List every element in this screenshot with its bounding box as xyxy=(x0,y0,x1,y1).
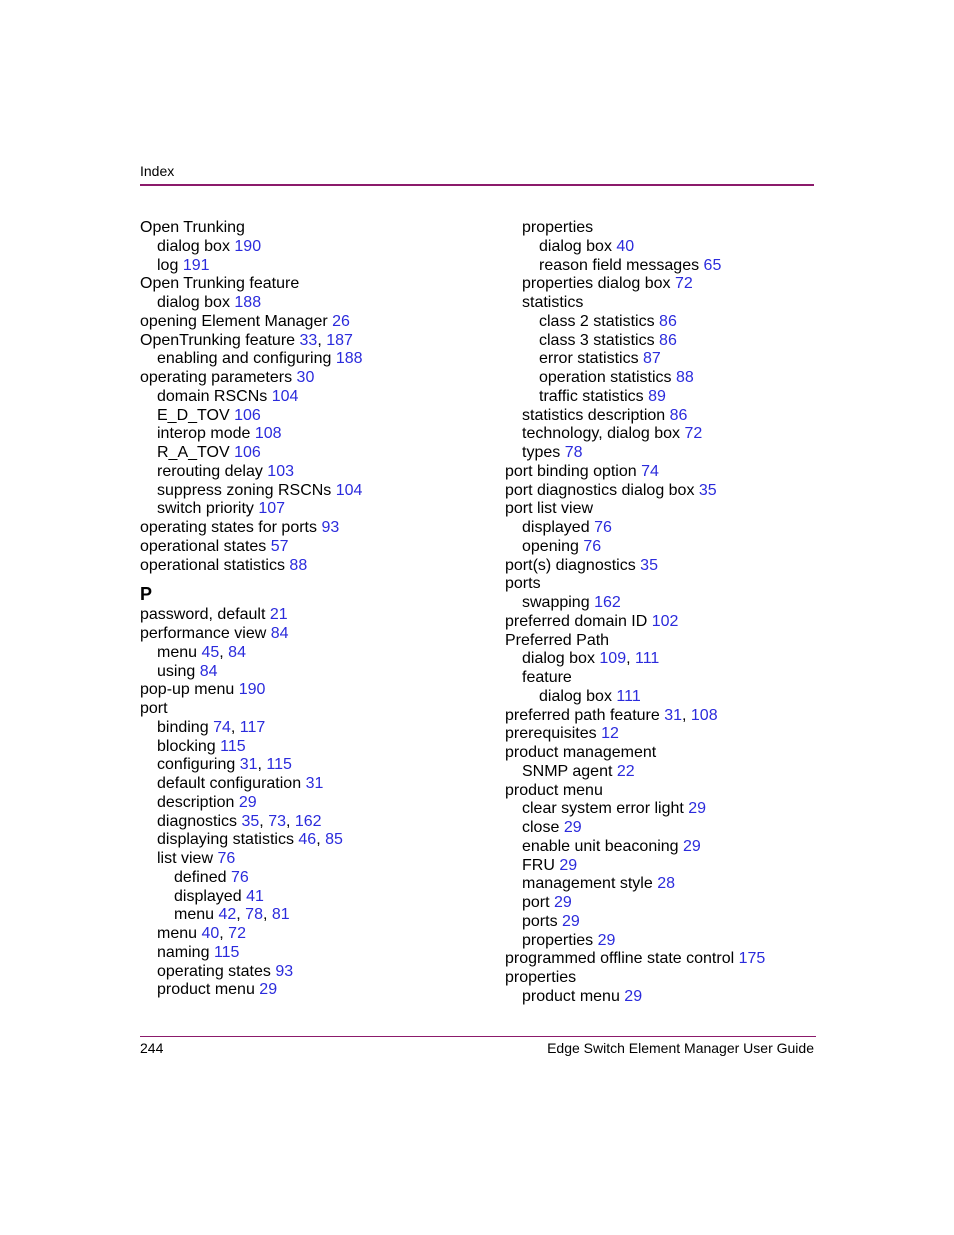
index-entry xyxy=(505,763,765,782)
index-entry xyxy=(505,800,765,819)
index-term: traffic statistics xyxy=(539,387,644,405)
page-link[interactable]: 74 xyxy=(213,718,231,736)
page-link[interactable]: 115 xyxy=(213,943,240,961)
page-link[interactable]: 86 xyxy=(659,312,677,330)
index-term: port binding option xyxy=(505,462,637,480)
index-term: properties xyxy=(505,969,577,986)
index-term: dialog box xyxy=(522,650,595,668)
index-term: programmed offline state control xyxy=(505,950,735,968)
index-entry xyxy=(505,594,765,613)
index-term: OpenTrunking feature xyxy=(140,331,296,349)
index-term: dialog box xyxy=(157,294,230,311)
index-term: properties dialog box xyxy=(522,275,671,293)
index-term: binding xyxy=(157,718,209,736)
index-term: class 2 statistics xyxy=(539,312,655,330)
page-link[interactable]: 175 xyxy=(738,950,766,968)
index-entry xyxy=(140,500,363,519)
index-entry xyxy=(140,407,363,426)
index-entry xyxy=(505,219,765,238)
book-title: Edge Switch Element Manager User Guide xyxy=(547,1040,814,1056)
index-term: rerouting delay xyxy=(157,462,263,480)
page-link[interactable]: 190 xyxy=(234,237,262,255)
index-term: prerequisites xyxy=(505,725,597,743)
index-entry xyxy=(505,294,765,313)
page-link[interactable]: 87 xyxy=(643,350,661,368)
page-link[interactable]: 29 xyxy=(624,987,643,1005)
index-entry xyxy=(140,775,363,794)
index-term: displayed xyxy=(522,519,590,536)
index-term: list view xyxy=(157,850,214,867)
index-entry: dialog box 109, 111 xyxy=(522,650,660,668)
index-entry xyxy=(140,313,363,332)
index-entry xyxy=(505,519,765,538)
index-entry xyxy=(505,388,765,407)
index-entry xyxy=(140,482,363,501)
page-link[interactable]: 84 xyxy=(199,662,218,680)
page-link[interactable]: 45 xyxy=(201,643,220,661)
page-link[interactable]: 46 xyxy=(298,831,317,849)
index-entry xyxy=(140,681,363,700)
index-term: reason field messages xyxy=(539,256,700,274)
index-term: port xyxy=(140,700,168,717)
index-term: Preferred Path xyxy=(505,631,610,649)
index-term: SNMP agent xyxy=(522,762,613,780)
index-term: suppress zoning RSCNs xyxy=(157,481,332,499)
index-term: error statistics xyxy=(539,350,639,368)
index-entry xyxy=(140,463,363,482)
index-entry xyxy=(505,819,765,838)
page-link[interactable]: 76 xyxy=(583,537,602,555)
page-link[interactable]: 73 xyxy=(268,812,286,830)
index-entry: configuring 31, 115 xyxy=(157,756,292,774)
page-link[interactable]: 72 xyxy=(675,275,693,293)
index-entry xyxy=(140,557,363,576)
page-link[interactable]: 29 xyxy=(259,981,278,999)
index-entry xyxy=(140,294,363,313)
page-link[interactable]: 89 xyxy=(648,387,666,405)
index-term: product menu xyxy=(505,781,603,799)
index-entry xyxy=(505,988,765,1007)
page-link[interactable]: 40 xyxy=(201,925,220,942)
page-link[interactable]: 188 xyxy=(234,294,262,311)
index-entry xyxy=(505,500,765,519)
index-entry xyxy=(505,332,765,351)
index-term: operation statistics xyxy=(539,369,672,386)
page-link[interactable]: 103 xyxy=(267,462,294,480)
index-term: dialog box xyxy=(157,237,230,255)
index-entry xyxy=(505,313,765,332)
page-link[interactable]: 78 xyxy=(564,444,583,461)
index-term: menu xyxy=(157,643,198,661)
index-term: Open Trunking xyxy=(140,219,245,236)
index-entry xyxy=(140,869,363,888)
index-entry xyxy=(505,350,765,369)
page-link[interactable]: 22 xyxy=(616,762,635,780)
index-term: ports xyxy=(505,575,541,593)
index-term: types xyxy=(522,444,561,461)
page-link[interactable]: 111 xyxy=(616,687,641,705)
index-term: ports xyxy=(522,912,558,930)
page-link[interactable]: 190 xyxy=(238,681,266,699)
index-term: using xyxy=(157,662,196,680)
index-entry xyxy=(140,219,363,238)
page-link[interactable]: 72 xyxy=(684,425,703,443)
page-link[interactable]: 188 xyxy=(335,350,363,368)
index-term: performance view xyxy=(140,625,267,642)
page-link[interactable]: 86 xyxy=(659,331,677,349)
index-entry: OpenTrunking feature 33, 187 xyxy=(140,331,353,349)
index-term: opening Element Manager xyxy=(140,312,328,330)
footer-rule xyxy=(140,1036,816,1037)
index-term: preferred domain ID xyxy=(505,612,648,630)
page-link[interactable]: 76 xyxy=(217,850,236,867)
page-link[interactable]: 86 xyxy=(669,406,688,424)
page-link[interactable]: 84 xyxy=(270,625,289,642)
index-entry xyxy=(140,981,363,1000)
page-link[interactable]: 88 xyxy=(675,369,694,386)
index-entry: menu 42, 78, 81 xyxy=(174,906,290,924)
running-header: Index xyxy=(140,163,175,179)
index-entry xyxy=(505,369,765,388)
page-link[interactable]: 12 xyxy=(601,725,619,743)
index-term: displaying statistics xyxy=(157,831,294,849)
index-entry xyxy=(140,606,363,625)
index-term: operational statistics xyxy=(140,556,285,574)
index-entry: binding 74, 117 xyxy=(157,718,266,736)
page-link[interactable]: 104 xyxy=(271,387,299,405)
index-entry xyxy=(140,257,363,276)
index-entry xyxy=(140,700,363,719)
index-term: R_A_TOV xyxy=(157,444,230,461)
index-entry xyxy=(505,875,765,894)
index-column-left xyxy=(140,219,363,1000)
index-term: password, default xyxy=(140,606,266,624)
index-term: domain RSCNs xyxy=(157,387,268,405)
index-entry xyxy=(505,932,765,951)
index-term: opening xyxy=(522,537,579,555)
index-entry xyxy=(140,388,363,407)
index-entry xyxy=(505,238,765,257)
page-link[interactable]: 115 xyxy=(266,756,292,774)
index-term: displayed xyxy=(174,887,242,905)
index-term: enable unit beaconing xyxy=(522,837,679,855)
index-term: port diagnostics dialog box xyxy=(505,481,695,499)
page-link[interactable]: 33 xyxy=(299,331,318,349)
index-entry xyxy=(140,444,363,463)
index-term: operating parameters xyxy=(140,369,293,386)
index-term: blocking xyxy=(157,737,216,755)
index-term: port list view xyxy=(505,500,594,518)
page-link[interactable]: 93 xyxy=(275,962,294,980)
index-term: port(s) diagnostics xyxy=(505,556,636,574)
index-column-right xyxy=(505,219,765,1007)
index-term: feature xyxy=(522,669,572,686)
index-entry xyxy=(505,782,765,801)
index-term: menu xyxy=(174,906,215,924)
page-link[interactable]: 106 xyxy=(234,444,261,461)
page-link[interactable]: 26 xyxy=(332,312,350,330)
page-link[interactable]: 29 xyxy=(562,912,580,930)
index-entry xyxy=(140,738,363,757)
page-link[interactable]: 74 xyxy=(641,462,659,480)
index-term: properties xyxy=(522,219,594,236)
page-number: 244 xyxy=(140,1040,164,1056)
index-entry xyxy=(140,369,363,388)
index-term: management style xyxy=(522,875,653,893)
index-entry xyxy=(140,238,363,257)
page-link[interactable]: 117 xyxy=(239,718,266,736)
page-link[interactable]: 81 xyxy=(271,906,290,924)
page-link[interactable]: 162 xyxy=(294,812,322,830)
page-link[interactable]: 84 xyxy=(228,643,246,661)
index-entry xyxy=(505,838,765,857)
index-term: Open Trunking feature xyxy=(140,275,300,293)
page-link[interactable]: 115 xyxy=(220,737,246,755)
page-link[interactable]: 108 xyxy=(254,425,282,443)
index-entry xyxy=(140,625,363,644)
index-term: FRU xyxy=(522,856,555,874)
index-entry xyxy=(505,894,765,913)
page-link[interactable]: 102 xyxy=(651,612,679,630)
page-link[interactable]: 111 xyxy=(635,650,660,668)
page-link[interactable]: 88 xyxy=(289,556,308,574)
page-link[interactable]: 57 xyxy=(270,537,289,555)
page-link[interactable]: 35 xyxy=(241,812,260,830)
page-link[interactable]: 108 xyxy=(690,706,718,724)
index-term: close xyxy=(522,819,560,836)
index-entry xyxy=(140,850,363,869)
page-link[interactable]: 31 xyxy=(305,775,324,792)
page-link[interactable]: 31 xyxy=(239,756,258,774)
page-link[interactable]: 162 xyxy=(594,594,621,611)
index-term: statistics description xyxy=(522,406,666,424)
page-link[interactable]: 107 xyxy=(258,500,286,518)
index-term: interop mode xyxy=(157,425,251,443)
page-link[interactable]: 30 xyxy=(296,369,315,386)
page-link[interactable]: 35 xyxy=(640,556,658,574)
index-term: operating states xyxy=(157,962,271,980)
index-term: class 3 statistics xyxy=(539,331,655,349)
index-term: clear system error light xyxy=(522,800,684,818)
index-entry xyxy=(505,444,765,463)
index-term: dialog box xyxy=(539,237,612,255)
index-term: properties xyxy=(522,931,594,949)
index-entry xyxy=(505,725,765,744)
index-entry xyxy=(140,888,363,907)
index-term: dialog box xyxy=(539,687,612,705)
index-term: product menu xyxy=(157,981,255,999)
index-entry xyxy=(505,913,765,932)
index-term: defined xyxy=(174,868,227,886)
page-link[interactable]: 187 xyxy=(326,331,353,349)
index-entry xyxy=(505,632,765,651)
index-term: naming xyxy=(157,943,210,961)
index-entry: menu 40, 72 xyxy=(157,925,246,942)
page-link[interactable]: 104 xyxy=(335,481,363,499)
index-term: preferred path feature xyxy=(505,706,660,724)
index-term: description xyxy=(157,793,235,811)
page-link[interactable]: 41 xyxy=(246,887,264,905)
page-link[interactable]: 29 xyxy=(688,800,707,818)
index-entry: menu 45, 84 xyxy=(157,643,246,661)
index-term: configuring xyxy=(157,756,236,774)
index-term: statistics xyxy=(522,294,584,311)
index-entry xyxy=(505,482,765,501)
page-link[interactable]: 42 xyxy=(218,906,237,924)
index-term: E_D_TOV xyxy=(157,406,230,424)
index-entry xyxy=(505,557,765,576)
index-term: menu xyxy=(157,925,198,942)
index-entry: preferred path feature 31, 108 xyxy=(505,706,718,724)
page-link[interactable]: 28 xyxy=(657,875,675,893)
index-term: port xyxy=(522,894,550,911)
page-link[interactable]: 109 xyxy=(599,650,627,668)
index-entry xyxy=(505,969,765,988)
index-term: switch priority xyxy=(157,500,254,518)
index-entry xyxy=(140,944,363,963)
index-term: operating states for ports xyxy=(140,519,317,536)
index-entry xyxy=(505,669,765,688)
page-link[interactable]: 29 xyxy=(563,819,582,836)
index-term: default configuration xyxy=(157,775,302,792)
index-entry: displaying statistics 46, 85 xyxy=(157,831,343,849)
index-entry xyxy=(140,538,363,557)
index-term: swapping xyxy=(522,594,590,611)
index-term: enabling and configuring xyxy=(157,350,332,368)
page-link[interactable]: 40 xyxy=(616,237,635,255)
page-link[interactable]: 72 xyxy=(228,925,246,942)
index-entry xyxy=(505,744,765,763)
page-link[interactable]: 29 xyxy=(554,894,572,911)
index-letter-heading: P xyxy=(140,584,153,605)
page-link[interactable]: 106 xyxy=(234,406,261,424)
index-term: product management xyxy=(505,744,657,761)
index-entry xyxy=(505,857,765,876)
index-entry xyxy=(140,350,363,369)
index-term: operational states xyxy=(140,537,267,555)
page-link[interactable]: 78 xyxy=(245,906,263,924)
index-entry xyxy=(140,519,363,538)
page-link[interactable]: 76 xyxy=(230,868,249,886)
page-link[interactable]: 65 xyxy=(703,256,722,274)
index-entry xyxy=(505,463,765,482)
page-link[interactable]: 93 xyxy=(321,519,340,536)
index-entry xyxy=(140,794,363,813)
index-entry xyxy=(140,425,363,444)
index-entry xyxy=(505,688,765,707)
index-entry xyxy=(505,613,765,632)
index-entry xyxy=(505,538,765,557)
index-entry xyxy=(140,663,363,682)
index-entry xyxy=(505,425,765,444)
page-link[interactable]: 29 xyxy=(238,793,257,811)
page-link[interactable]: 29 xyxy=(559,856,578,874)
index-term: log xyxy=(157,256,179,274)
index-entry xyxy=(505,407,765,426)
index-entry xyxy=(505,257,765,276)
page-link[interactable]: 29 xyxy=(597,931,616,949)
index-term: product menu xyxy=(522,987,620,1005)
index-entry xyxy=(140,275,363,294)
index-term: technology, dialog box xyxy=(522,425,681,443)
index-entry xyxy=(505,575,765,594)
index-term: diagnostics xyxy=(157,812,238,830)
page-link[interactable]: 76 xyxy=(594,519,612,536)
page-link[interactable]: 31 xyxy=(664,706,683,724)
header-rule xyxy=(140,184,814,186)
index-entry xyxy=(140,963,363,982)
page-link[interactable]: 35 xyxy=(698,481,717,499)
index-entry: diagnostics 35, 73, 162 xyxy=(157,812,322,830)
index-term: pop-up menu xyxy=(140,681,235,699)
index-entry xyxy=(505,950,765,969)
page-link[interactable]: 85 xyxy=(325,831,343,849)
page-link[interactable]: 29 xyxy=(683,837,701,855)
page-link[interactable]: 191 xyxy=(182,256,210,274)
index-entry xyxy=(505,275,765,294)
page-link[interactable]: 21 xyxy=(269,606,288,624)
